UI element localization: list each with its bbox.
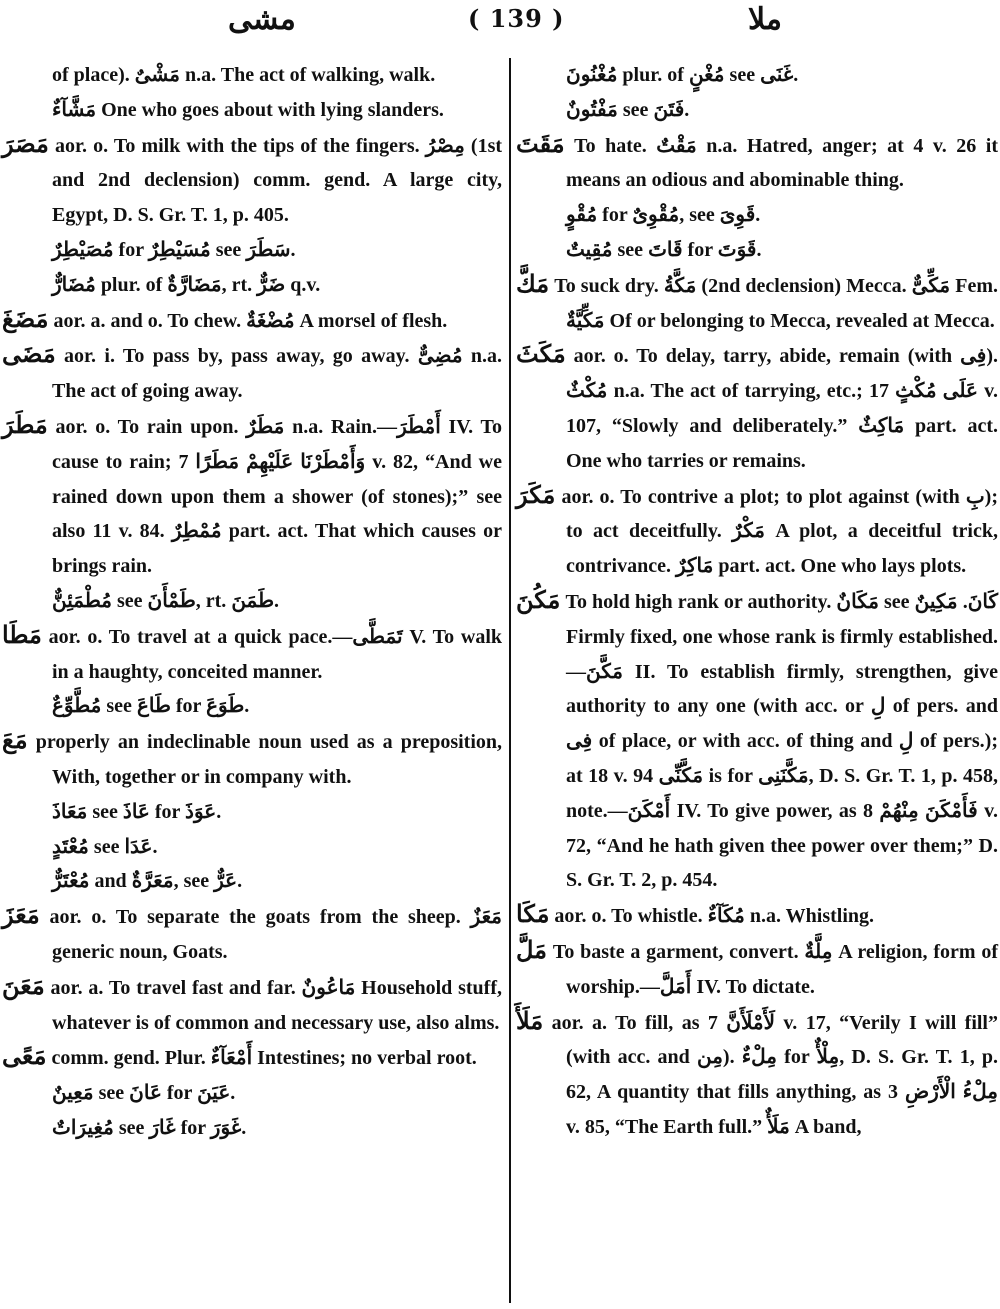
entry-definition: of place). مَشْىٌ n.a. The act of walking, walk. [52, 64, 436, 86]
entry-definition: مَعَاذَ see عَاذَ for عَوَذَ. [52, 800, 222, 823]
entry-headword: مَعَزَ [2, 903, 40, 930]
dictionary-subentry [2, 93, 502, 128]
dictionary-entry [516, 934, 998, 1005]
dictionary-subentry [516, 233, 998, 268]
dictionary-subentry [516, 198, 998, 233]
dictionary-entry [516, 898, 998, 934]
entry-headword: مَقَتَ [516, 131, 565, 158]
dictionary-entry [2, 1040, 502, 1076]
dictionary-entry [2, 970, 502, 1041]
entry-headword: مَلَأَ [516, 1008, 544, 1035]
entry-definition: aor. o. To rain upon. مَطَرٌ n.a. Rain.—أَمْطَرَ IV. To cause to rain; وَأَمْطَرْنَا عَلَيْهِمْ مَطَرًا 7 v. 82, “And we rained down upon them a shower (of stones);” see also 11 v. 84. مُمْطِرٌ part. act. That which causes or brings rain. [52, 415, 503, 578]
entry-headword: مَعًى [2, 1044, 47, 1071]
entry-headword: مَضَى [2, 342, 56, 369]
entry-definition: مُصَيْطِرٌ for مُسَيْطِرٌ see سَطَرَ. [52, 238, 296, 261]
entry-definition: To baste a garment, convert. مِلَّةٌ A religion, form of worship.—أَمَلَّ IV. To dictate. [552, 940, 999, 998]
dictionary-subentry [2, 58, 502, 93]
dictionary-subentry [516, 93, 998, 128]
entry-definition: aor. o. To whistle. مُكَآءٌ n.a. Whistling. [554, 905, 874, 928]
dictionary-subentry [516, 58, 998, 93]
entry-definition: مُطَّوِّعٌ see طَاعَ for طَوَعَ. [52, 695, 250, 718]
entry-definition: To hold high rank or authority. مَكَانٌ see كَانَ. مَكِينٌ Firmly fixed, one whose rank is firmly established.—مَكَّنَ II. To establish firmly, strengthen, give authority to any one (with acc. or لِ of pers. and فِى of place, or with acc. of thing and لِ of pers.); at 18 v. 94 مَكَّنِّى is for مَكَّنَنِى, D. S. Gr. T. 1, p. 458, note.—أَمْكَنَ IV. To give power, as فَأَمْكَنَ مِنْهُمْ 8 v. 72, “And he hath given thee power over them;” D. S. Gr. T. 2, p. 454. [565, 590, 999, 892]
dictionary-entry [2, 619, 502, 690]
dictionary-entry [2, 409, 502, 584]
dictionary-entry [2, 128, 502, 233]
dictionary-subentry [2, 830, 502, 865]
entry-headword: مَضَغَ [2, 306, 49, 333]
dictionary-entry [2, 724, 502, 795]
entry-headword: مَكَرَ [516, 482, 556, 509]
entry-headword: مَطَا [2, 622, 42, 649]
entry-definition: aor. o. To milk with the tips of the fingers. مِصْرُ (1st and 2nd declension) comm. gend. A large city, Egypt, D. S. Gr. T. 1, p. 405. [52, 134, 503, 227]
entry-definition: aor. i. To pass by, pass away, go away. مُضِىٌّ n.a. The act of going away. [52, 345, 503, 403]
dictionary-subentry [2, 584, 502, 619]
dictionary-subentry [2, 268, 502, 303]
entry-headword: مَلَّ [516, 937, 548, 964]
dictionary-entry [516, 128, 998, 199]
right-column [516, 58, 998, 1145]
entry-definition: مَشَّآءٌ One who goes about with lying slanders. [52, 98, 444, 121]
entry-headword: مَطَرَ [2, 412, 48, 439]
entry-definition: مُغِيرَاتٌ see غَارَ for غَوَرَ. [52, 1116, 247, 1139]
entry-definition: aor. o. To travel at a quick pace.—تَمَطَّى V. To walk in a haughty, conceited manner. [48, 625, 502, 683]
entry-definition: مُغْنُونَ plur. of مُغْنٍ see غَنَى. [566, 64, 799, 86]
entry-headword: مَعَنَ [2, 973, 45, 1000]
entry-definition: aor. o. To delay, tarry, abide, remain (with فِى). مُكْثٌ n.a. The act of tarrying, etc.; عَلَى مُكْثٍ 17 v. 107, “Slowly and deliberately.” مَاكِثٌ part. act. One who tarries or remains. [566, 345, 999, 472]
entry-headword: مَكَا [516, 902, 550, 929]
entry-definition: مُعْتَدٍ see عَدَا. [52, 835, 158, 858]
entry-definition: aor. a. To travel fast and far. مَاعُونٌ Household stuff, whatever is of common and necessary use, also alms. [50, 976, 502, 1034]
dictionary-entry [516, 584, 998, 898]
entry-definition: aor. a. and o. To chew. مُضْغَةٌ A morsel of flesh. [53, 309, 448, 332]
entry-headword: مَكَثَ [516, 342, 566, 369]
dictionary-entry [2, 899, 502, 970]
entry-definition: مُعْتَرٌّ and مَعَرَّةٌ, see عَرٌّ. [52, 870, 243, 893]
entry-headword: مَكَّ [516, 271, 550, 298]
dictionary-entry [2, 303, 502, 339]
dictionary-subentry [2, 1076, 502, 1111]
dictionary-entry [516, 338, 998, 478]
entry-definition: To hate. مَقْتٌ n.a. Hatred, anger; at 4 v. 26 it means an odious and abominable thing. [566, 134, 998, 192]
entry-headword: مَصَرَ [2, 131, 49, 158]
entry-definition: comm. gend. Plur. أَمْعَآءٌ Intestines; no verbal root. [51, 1047, 477, 1070]
dictionary-entry [2, 338, 502, 409]
entry-definition: مُضَارٌّ plur. of مَضَارَّةٌ, rt. ضَرٌّ q.v. [52, 273, 321, 296]
entry-definition: مَفْتُونٌ see فَتَنَ. [566, 98, 690, 121]
dictionary-subentry [2, 233, 502, 268]
page-header [0, 0, 1000, 40]
entry-definition: مَعِينٌ see عَانَ for عَيَنَ. [52, 1082, 236, 1105]
column-divider [509, 58, 511, 1303]
entry-definition: مُقْوٍ for مُقْوِىٌ, see قَوِىَ. [566, 204, 761, 227]
dictionary-subentry [2, 1111, 502, 1146]
entry-definition: مُقِيتٌ see قَاتَ for قَوَتَ. [566, 238, 762, 261]
entry-headword: مَكُنَ [516, 587, 561, 614]
entry-definition: aor. a. To fill, as لَأَمْلَأَنَّ 7 v. 17, “Verily I will fill” (with acc. and مِن). مِلْءٌ for مِلْأٌ, D. S. Gr. T. 1, p. 62, A quantity that fills anything, as مِلْءُ الْأَرْضِ 3 v. 85, “The Earth full.” مَلَأٌ A band, [551, 1011, 999, 1138]
entry-definition: To suck dry. مَكَّةُ (2nd declension) Mecca. مَكِّىٌّ Fem. مَكِّيَّةٌ Of or belonging to Mecca, revealed at Mecca. [554, 274, 998, 332]
dictionary-subentry [2, 795, 502, 830]
dictionary-subentry [2, 864, 502, 899]
left-column [2, 58, 502, 1146]
dictionary-entry [516, 268, 998, 339]
running-head-right: ملا [748, 2, 782, 37]
entry-definition: مُطْمَئِنٌّ see طَمْأَنَ, rt. طَمَنَ. [52, 589, 280, 612]
entry-definition: aor. o. To contrive a plot; to plot against (with بِ); to act deceitfully. مَكْرٌ A plot, a deceitful trick, contrivance. مَاكِرٌ part. act. One who lays plots. [561, 485, 998, 578]
entry-definition: aor. o. To separate the goats from the sheep. مَعَزٌ generic noun, Goats. [49, 906, 503, 963]
page-number: ( 139 ) [468, 4, 565, 33]
entry-definition: properly an indeclinable noun used as a preposition, With, together or in company with. [35, 731, 503, 788]
running-head-left: مشى [228, 2, 296, 37]
dictionary-entry [516, 1005, 998, 1145]
entry-headword: مَعَ [2, 728, 28, 755]
dictionary-entry [516, 479, 998, 584]
dictionary-subentry [2, 689, 502, 724]
